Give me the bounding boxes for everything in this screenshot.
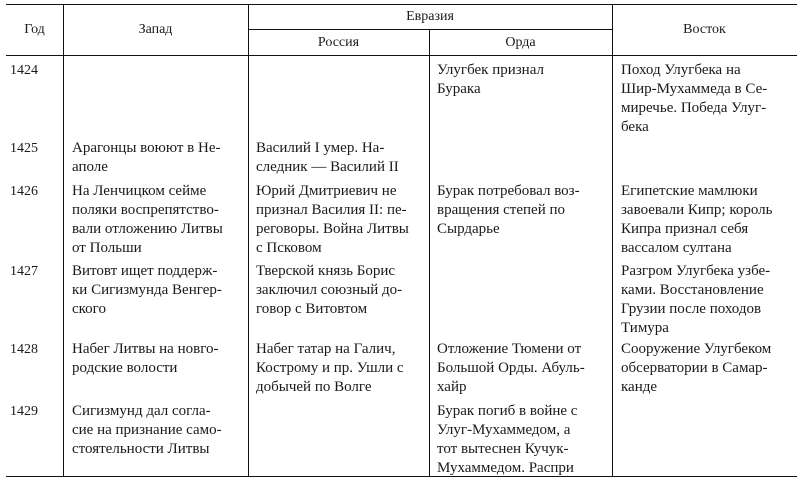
row-year: 1429 — [10, 404, 38, 419]
header-bottom-rule — [6, 55, 797, 56]
cell-west: Витовт ищет поддерж- ки Сигизмунда Венгер- ского — [72, 263, 222, 317]
cell-west: Сигизмунд дал согла- сие на признание само- стоятельности Литвы — [72, 403, 222, 457]
cell-horde: Бурак потребовал воз- вращения степей по Сырдарье — [437, 183, 580, 237]
cell-east: Разгром Улугбека узбе- ками. Восстановление Грузии после походов Тимура — [621, 263, 771, 336]
cell-russia: Юрий Дмитриевич не признал Василия II: пе- реговоры. Война Литвы с Псковом — [256, 183, 409, 256]
cell-horde: Бурак погиб в войне с Улуг-Мухаммедом, а тот вытеснен Кучук- Мухаммедом. Распри — [437, 403, 578, 476]
cell-horde: Улугбек признал Бурака — [437, 62, 544, 97]
eurasia-subheader-rule — [248, 29, 612, 30]
table-bottom-rule — [6, 476, 797, 477]
row-year: 1428 — [10, 342, 38, 357]
header-horde: Орда — [505, 35, 536, 50]
cell-russia: Набег татар на Галич, Кострому и пр. Ушли с добычей по Волге — [256, 341, 404, 395]
cell-west: Набег Литвы на новго- родские волости — [72, 341, 219, 376]
column-divider-west — [248, 4, 249, 477]
header-west: Запад — [138, 22, 173, 37]
row-year: 1426 — [10, 184, 38, 199]
cell-east: Поход Улугбека на Шир-Мухаммеда в Се- миречье. Победа Улуг- бека — [621, 62, 768, 135]
header-eurasia: Евразия — [406, 9, 454, 24]
header-russia: Россия — [317, 35, 360, 50]
row-year: 1424 — [10, 63, 38, 78]
cell-russia: Тверской князь Борис заключил союзный до- говор с Витовтом — [256, 263, 403, 317]
header-east: Восток — [683, 22, 726, 37]
cell-east: Египетские мамлюки завоевали Кипр; король Кипра признал себя вассалом султана — [621, 183, 773, 256]
row-year: 1427 — [10, 264, 38, 279]
column-divider-russia — [429, 29, 430, 477]
cell-russia: Василий I умер. На- следник — Василий II — [256, 140, 399, 175]
table-top-rule — [6, 4, 797, 5]
cell-horde: Отложение Тюмени от Большой Орды. Абуль- хайр — [437, 341, 585, 395]
cell-west: Арагонцы воюют в Не- аполе — [72, 140, 221, 175]
cell-east: Сооружение Улугбеком обсерватории в Самар- канде — [621, 341, 772, 395]
column-divider-year — [63, 4, 64, 477]
row-year: 1425 — [10, 141, 38, 156]
column-divider-horde — [612, 4, 613, 477]
cell-west: На Ленчицком сейме поляки воспрепятство- вали отложению Литвы от Польши — [72, 183, 223, 256]
header-year: Год — [24, 22, 45, 37]
